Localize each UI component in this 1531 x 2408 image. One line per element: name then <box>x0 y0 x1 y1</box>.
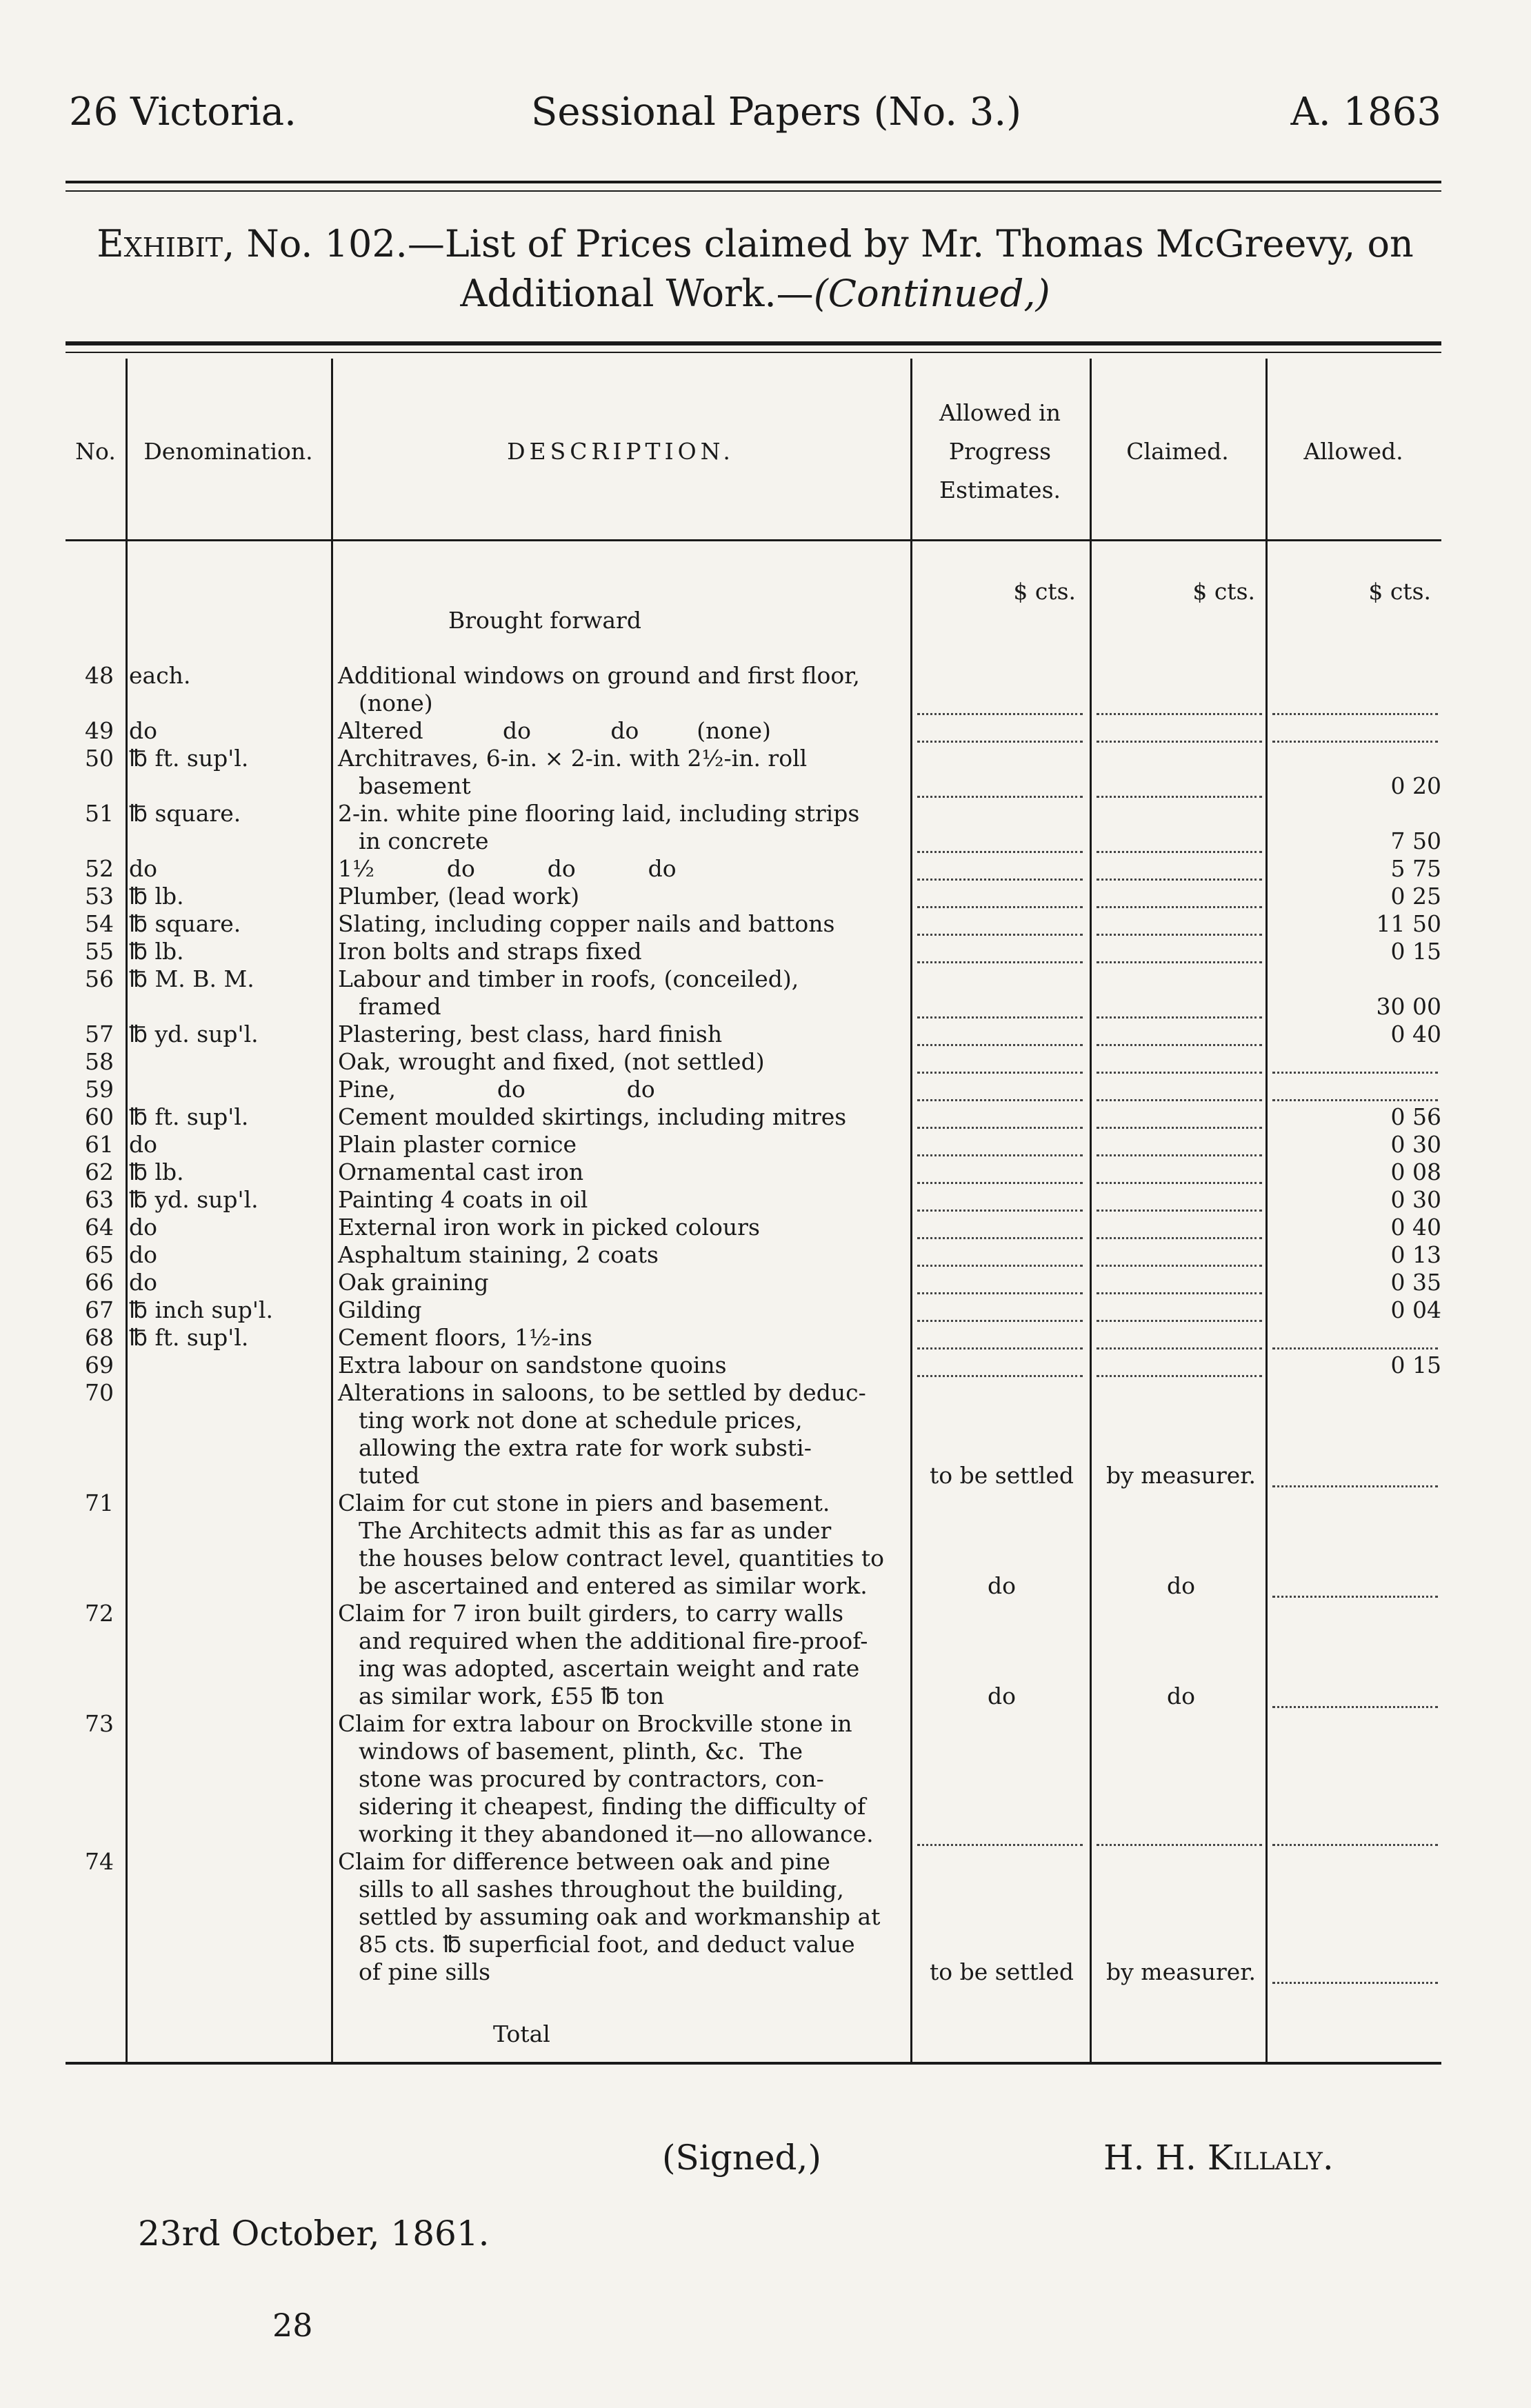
dotted-leader <box>917 1375 1083 1377</box>
row-number: 58 <box>85 1048 114 1075</box>
dotted-leader <box>1097 1127 1262 1129</box>
dotted-leader <box>1272 1347 1438 1350</box>
row-description-line: Labour and timber in roofs, (conceiled), <box>338 965 799 992</box>
col-line <box>126 359 128 2062</box>
row-description-line: External iron work in picked colours <box>338 1214 760 1241</box>
dotted-leader <box>917 961 1083 963</box>
row-allowed: 11 50 <box>1376 910 1441 937</box>
row-description-line: Oak graining <box>338 1269 489 1296</box>
row-allowed-progress: to be settled <box>930 1958 1074 1985</box>
dotted-leader <box>917 906 1083 908</box>
document-date: 23rd October, 1861. <box>138 2214 490 2254</box>
dotted-leader <box>1272 1706 1438 1708</box>
row-description-line: as similar work, £55 ℔ ton <box>359 1683 665 1709</box>
row-number: 60 <box>85 1103 114 1130</box>
dotted-leader <box>1272 713 1438 715</box>
col-line <box>1265 359 1268 2062</box>
row-description-line: Cement floors, 1½-ins <box>338 1324 592 1351</box>
row-description-line: be ascertained and entered as similar work. <box>359 1572 868 1599</box>
row-number: 52 <box>85 855 114 882</box>
dotted-leader <box>1097 851 1262 853</box>
header-right: A. 1863 <box>1290 90 1441 134</box>
dotted-leader <box>1097 1154 1262 1156</box>
row-description-line: Painting 4 coats in oil <box>338 1186 588 1213</box>
signer-name: H. H. Killaly. <box>1103 2138 1334 2178</box>
row-description-line: Pine, do do <box>338 1076 655 1103</box>
row-denomination: do <box>129 855 157 882</box>
total-label: Total <box>493 2020 550 2047</box>
row-description-line: settled by assuming oak and workmanship at <box>359 1903 881 1930</box>
header-separator <box>66 539 1441 541</box>
dotted-leader <box>1097 1182 1262 1184</box>
dotted-leader <box>1272 1072 1438 1074</box>
row-allowed: 0 40 <box>1390 1214 1441 1241</box>
row-number: 48 <box>85 662 114 689</box>
row-allowed-progress: do <box>988 1683 1016 1709</box>
row-denomination: ℔ yd. sup'l. <box>129 1021 259 1047</box>
dotted-leader <box>917 1237 1083 1239</box>
col-header-no: No. <box>75 438 116 465</box>
row-claimed: by measurer. <box>1106 1462 1256 1489</box>
row-denomination: do <box>129 1241 157 1268</box>
row-denomination: ℔ lb. <box>129 938 184 965</box>
row-description-line: Cement moulded skirtings, including mitres <box>338 1103 847 1130</box>
row-allowed: 0 56 <box>1390 1103 1441 1130</box>
dotted-leader <box>1272 741 1438 743</box>
row-allowed: 0 20 <box>1390 772 1441 799</box>
row-description-line: Plumber, (lead work) <box>338 883 580 910</box>
dotted-leader <box>1097 1844 1262 1846</box>
dotted-leader <box>1097 796 1262 798</box>
currency-label: $ cts. <box>1192 578 1255 605</box>
row-description-line: Slating, including copper nails and battons <box>338 910 835 937</box>
row-denomination: each. <box>129 662 191 689</box>
dotted-leader <box>917 1154 1083 1156</box>
exhibit-title <box>69 219 1441 319</box>
header-center: Sessional Papers (No. 3.) <box>531 90 1022 134</box>
row-description-line: in concrete <box>359 827 489 854</box>
dotted-leader <box>917 851 1083 853</box>
row-description-line: Claim for extra labour on Brockville stone in <box>338 1710 852 1737</box>
row-allowed-progress: do <box>988 1572 1016 1599</box>
dotted-leader <box>917 1127 1083 1129</box>
dotted-leader <box>917 1016 1083 1019</box>
row-description-line: basement <box>359 772 471 799</box>
dotted-leader <box>1272 1844 1438 1846</box>
row-claimed: by measurer. <box>1106 1958 1256 1985</box>
row-description-line: the houses below contract level, quantities to <box>359 1545 884 1572</box>
dotted-leader <box>917 1072 1083 1074</box>
col-header-allowed-progress: Allowed in Progress Estimates. <box>939 399 1061 503</box>
dotted-leader <box>1097 961 1262 963</box>
table-top-rule-thin <box>66 352 1441 353</box>
dotted-leader <box>1097 1375 1262 1377</box>
row-number: 68 <box>85 1324 114 1351</box>
row-denomination: do <box>129 717 157 744</box>
dotted-leader <box>917 1044 1083 1046</box>
dotted-leader <box>917 1320 1083 1322</box>
dotted-leader <box>1097 1210 1262 1212</box>
row-allowed: 0 08 <box>1390 1158 1441 1185</box>
row-number: 56 <box>85 965 114 992</box>
row-description-line: Asphaltum staining, 2 coats <box>338 1241 659 1268</box>
dotted-leader <box>1097 1237 1262 1239</box>
row-description-line: and required when the additional fire-proof- <box>359 1627 868 1654</box>
dotted-leader <box>1097 879 1262 881</box>
top-rule-thin <box>66 190 1441 192</box>
row-allowed: 0 13 <box>1390 1241 1441 1268</box>
dotted-leader <box>1272 1982 1438 1984</box>
row-number: 54 <box>85 910 114 937</box>
row-description-line: 2-in. white pine flooring laid, including strips <box>338 800 860 827</box>
row-description-line: ting work not done at schedule prices, <box>359 1407 803 1434</box>
row-description-line: Extra labour on sandstone quoins <box>338 1352 727 1378</box>
row-allowed: 0 04 <box>1390 1296 1441 1323</box>
row-allowed: 0 35 <box>1390 1269 1441 1296</box>
row-number: 70 <box>85 1379 114 1406</box>
row-description-line: stone was procured by contractors, con- <box>359 1765 824 1792</box>
row-denomination: do <box>129 1214 157 1241</box>
row-number: 64 <box>85 1214 114 1241</box>
row-description-line: sills to all sashes throughout the building, <box>359 1876 844 1903</box>
row-description-line: Altered do do (none) <box>338 717 771 744</box>
row-denomination: ℔ lb. <box>129 1158 184 1185</box>
row-allowed: 7 50 <box>1390 827 1441 854</box>
row-number: 57 <box>85 1021 114 1047</box>
top-rule <box>66 181 1441 183</box>
dotted-leader <box>1272 1485 1438 1487</box>
col-header-claimed: Claimed. <box>1126 438 1229 465</box>
dotted-leader <box>1097 1044 1262 1046</box>
title-continued: (Continued,) <box>813 272 1050 315</box>
row-description-line: Iron bolts and straps fixed <box>338 938 642 965</box>
dotted-leader <box>917 879 1083 881</box>
col-header-allowed: Allowed. <box>1303 438 1403 465</box>
row-description-line: (none) <box>359 690 433 716</box>
row-allowed: 0 30 <box>1390 1131 1441 1158</box>
dotted-leader <box>1097 713 1262 715</box>
row-denomination: ℔ square. <box>129 800 241 827</box>
dotted-leader <box>917 1265 1083 1267</box>
dotted-leader <box>917 741 1083 743</box>
row-allowed-progress: to be settled <box>930 1462 1074 1489</box>
row-description-line: Plastering, best class, hard finish <box>338 1021 723 1047</box>
dotted-leader <box>917 1292 1083 1294</box>
col-header-description: DESCRIPTION. <box>507 438 734 465</box>
dotted-leader <box>1097 1072 1262 1074</box>
dotted-leader <box>917 1182 1083 1184</box>
dotted-leader <box>917 1844 1083 1846</box>
table-bottom-rule <box>66 2062 1441 2065</box>
row-description-line: Oak, wrought and fixed, (not settled) <box>338 1048 765 1075</box>
dotted-leader <box>1097 1292 1262 1294</box>
dotted-leader <box>917 934 1083 936</box>
row-description-line: tuted <box>359 1462 420 1489</box>
row-description-line: Claim for difference between oak and pine <box>338 1848 830 1875</box>
row-denomination: ℔ ft. sup'l. <box>129 745 249 772</box>
row-number: 49 <box>85 717 114 744</box>
row-number: 72 <box>85 1600 114 1627</box>
row-number: 50 <box>85 745 114 772</box>
dotted-leader <box>1097 1016 1262 1019</box>
header-left: 26 Victoria. <box>69 90 297 134</box>
row-description-line: working it they abandoned it—no allowance. <box>359 1820 874 1847</box>
row-number: 51 <box>85 800 114 827</box>
table-top-rule <box>66 341 1441 345</box>
row-description-line: Ornamental cast iron <box>338 1158 584 1185</box>
col-line <box>910 359 912 2062</box>
dotted-leader <box>917 713 1083 715</box>
dotted-leader <box>1097 1320 1262 1322</box>
row-number: 65 <box>85 1241 114 1268</box>
brought-forward-label: Brought forward <box>448 607 641 634</box>
signed-label: (Signed,) <box>662 2138 821 2178</box>
page-number: 28 <box>272 2307 313 2344</box>
row-number: 73 <box>85 1710 114 1737</box>
row-allowed: 0 15 <box>1390 1352 1441 1378</box>
row-description-line: ing was adopted, ascertain weight and rate <box>359 1655 860 1682</box>
row-description-line: 1½ do do do <box>338 855 677 882</box>
row-number: 55 <box>85 938 114 965</box>
row-number: 66 <box>85 1269 114 1296</box>
col-line <box>1090 359 1092 2062</box>
row-number: 63 <box>85 1186 114 1213</box>
row-description-line: Claim for 7 iron built girders, to carry walls <box>338 1600 844 1627</box>
row-denomination: do <box>129 1269 157 1296</box>
dotted-leader <box>917 1210 1083 1212</box>
row-denomination: do <box>129 1131 157 1158</box>
row-description-line: allowing the extra rate for work substi- <box>359 1434 812 1461</box>
row-allowed: 30 00 <box>1376 993 1441 1020</box>
row-claimed: do <box>1167 1572 1195 1599</box>
row-denomination: ℔ square. <box>129 910 241 937</box>
row-allowed: 0 25 <box>1390 883 1441 910</box>
currency-label: $ cts. <box>1368 578 1431 605</box>
currency-label: $ cts. <box>1013 578 1076 605</box>
col-line <box>331 359 333 2062</box>
row-description-line: The Architects admit this as far as under <box>359 1517 832 1544</box>
dotted-leader <box>917 1347 1083 1350</box>
dotted-leader <box>1272 1596 1438 1598</box>
dotted-leader <box>1097 1265 1262 1267</box>
row-description-line: Architraves, 6-in. × 2-in. with 2½-in. roll <box>338 745 808 772</box>
row-allowed: 5 75 <box>1390 855 1441 882</box>
dotted-leader <box>1097 906 1262 908</box>
row-denomination: ℔ yd. sup'l. <box>129 1186 259 1213</box>
row-description-line: 85 cts. ℔ superficial foot, and deduct value <box>359 1931 855 1958</box>
row-allowed: 0 30 <box>1390 1186 1441 1213</box>
row-denomination: ℔ M. B. M. <box>129 965 254 992</box>
row-number: 67 <box>85 1296 114 1323</box>
row-number: 74 <box>85 1848 114 1875</box>
row-description-line: windows of basement, plinth, &c. The <box>359 1738 803 1765</box>
row-description-line: sidering it cheapest, finding the difficulty of <box>359 1793 866 1820</box>
row-description-line: of pine sills <box>359 1958 491 1985</box>
row-allowed: 0 15 <box>1390 938 1441 965</box>
row-number: 59 <box>85 1076 114 1103</box>
title-exhibit: Exhibit, <box>97 222 235 265</box>
row-description-line: framed <box>359 993 441 1020</box>
row-allowed: 0 40 <box>1390 1021 1441 1047</box>
row-denomination: ℔ ft. sup'l. <box>129 1103 249 1130</box>
row-claimed: do <box>1167 1683 1195 1709</box>
col-header-denomination: Denomination. <box>143 438 313 465</box>
row-description-line: Claim for cut stone in piers and basement. <box>338 1489 830 1516</box>
row-number: 69 <box>85 1352 114 1378</box>
row-denomination: ℔ lb. <box>129 883 184 910</box>
row-number: 61 <box>85 1131 114 1158</box>
row-description-line: Additional windows on ground and first floor, <box>338 662 860 689</box>
dotted-leader <box>1097 741 1262 743</box>
row-denomination: ℔ ft. sup'l. <box>129 1324 249 1351</box>
row-description-line: Gilding <box>338 1296 422 1323</box>
dotted-leader <box>917 1099 1083 1101</box>
row-number: 53 <box>85 883 114 910</box>
row-description-line: Plain plaster cornice <box>338 1131 577 1158</box>
row-denomination: ℔ inch sup'l. <box>129 1296 273 1323</box>
row-number: 71 <box>85 1489 114 1516</box>
dotted-leader <box>1097 1099 1262 1101</box>
title-text: No. 102.—List of Prices claimed by Mr. Thomas McGreevy, on Additional Work.— <box>234 222 1414 315</box>
row-description-line: Alterations in saloons, to be settled by deduc- <box>338 1379 866 1406</box>
dotted-leader <box>1097 934 1262 936</box>
dotted-leader <box>917 796 1083 798</box>
row-number: 62 <box>85 1158 114 1185</box>
dotted-leader <box>1272 1099 1438 1101</box>
dotted-leader <box>1097 1347 1262 1350</box>
